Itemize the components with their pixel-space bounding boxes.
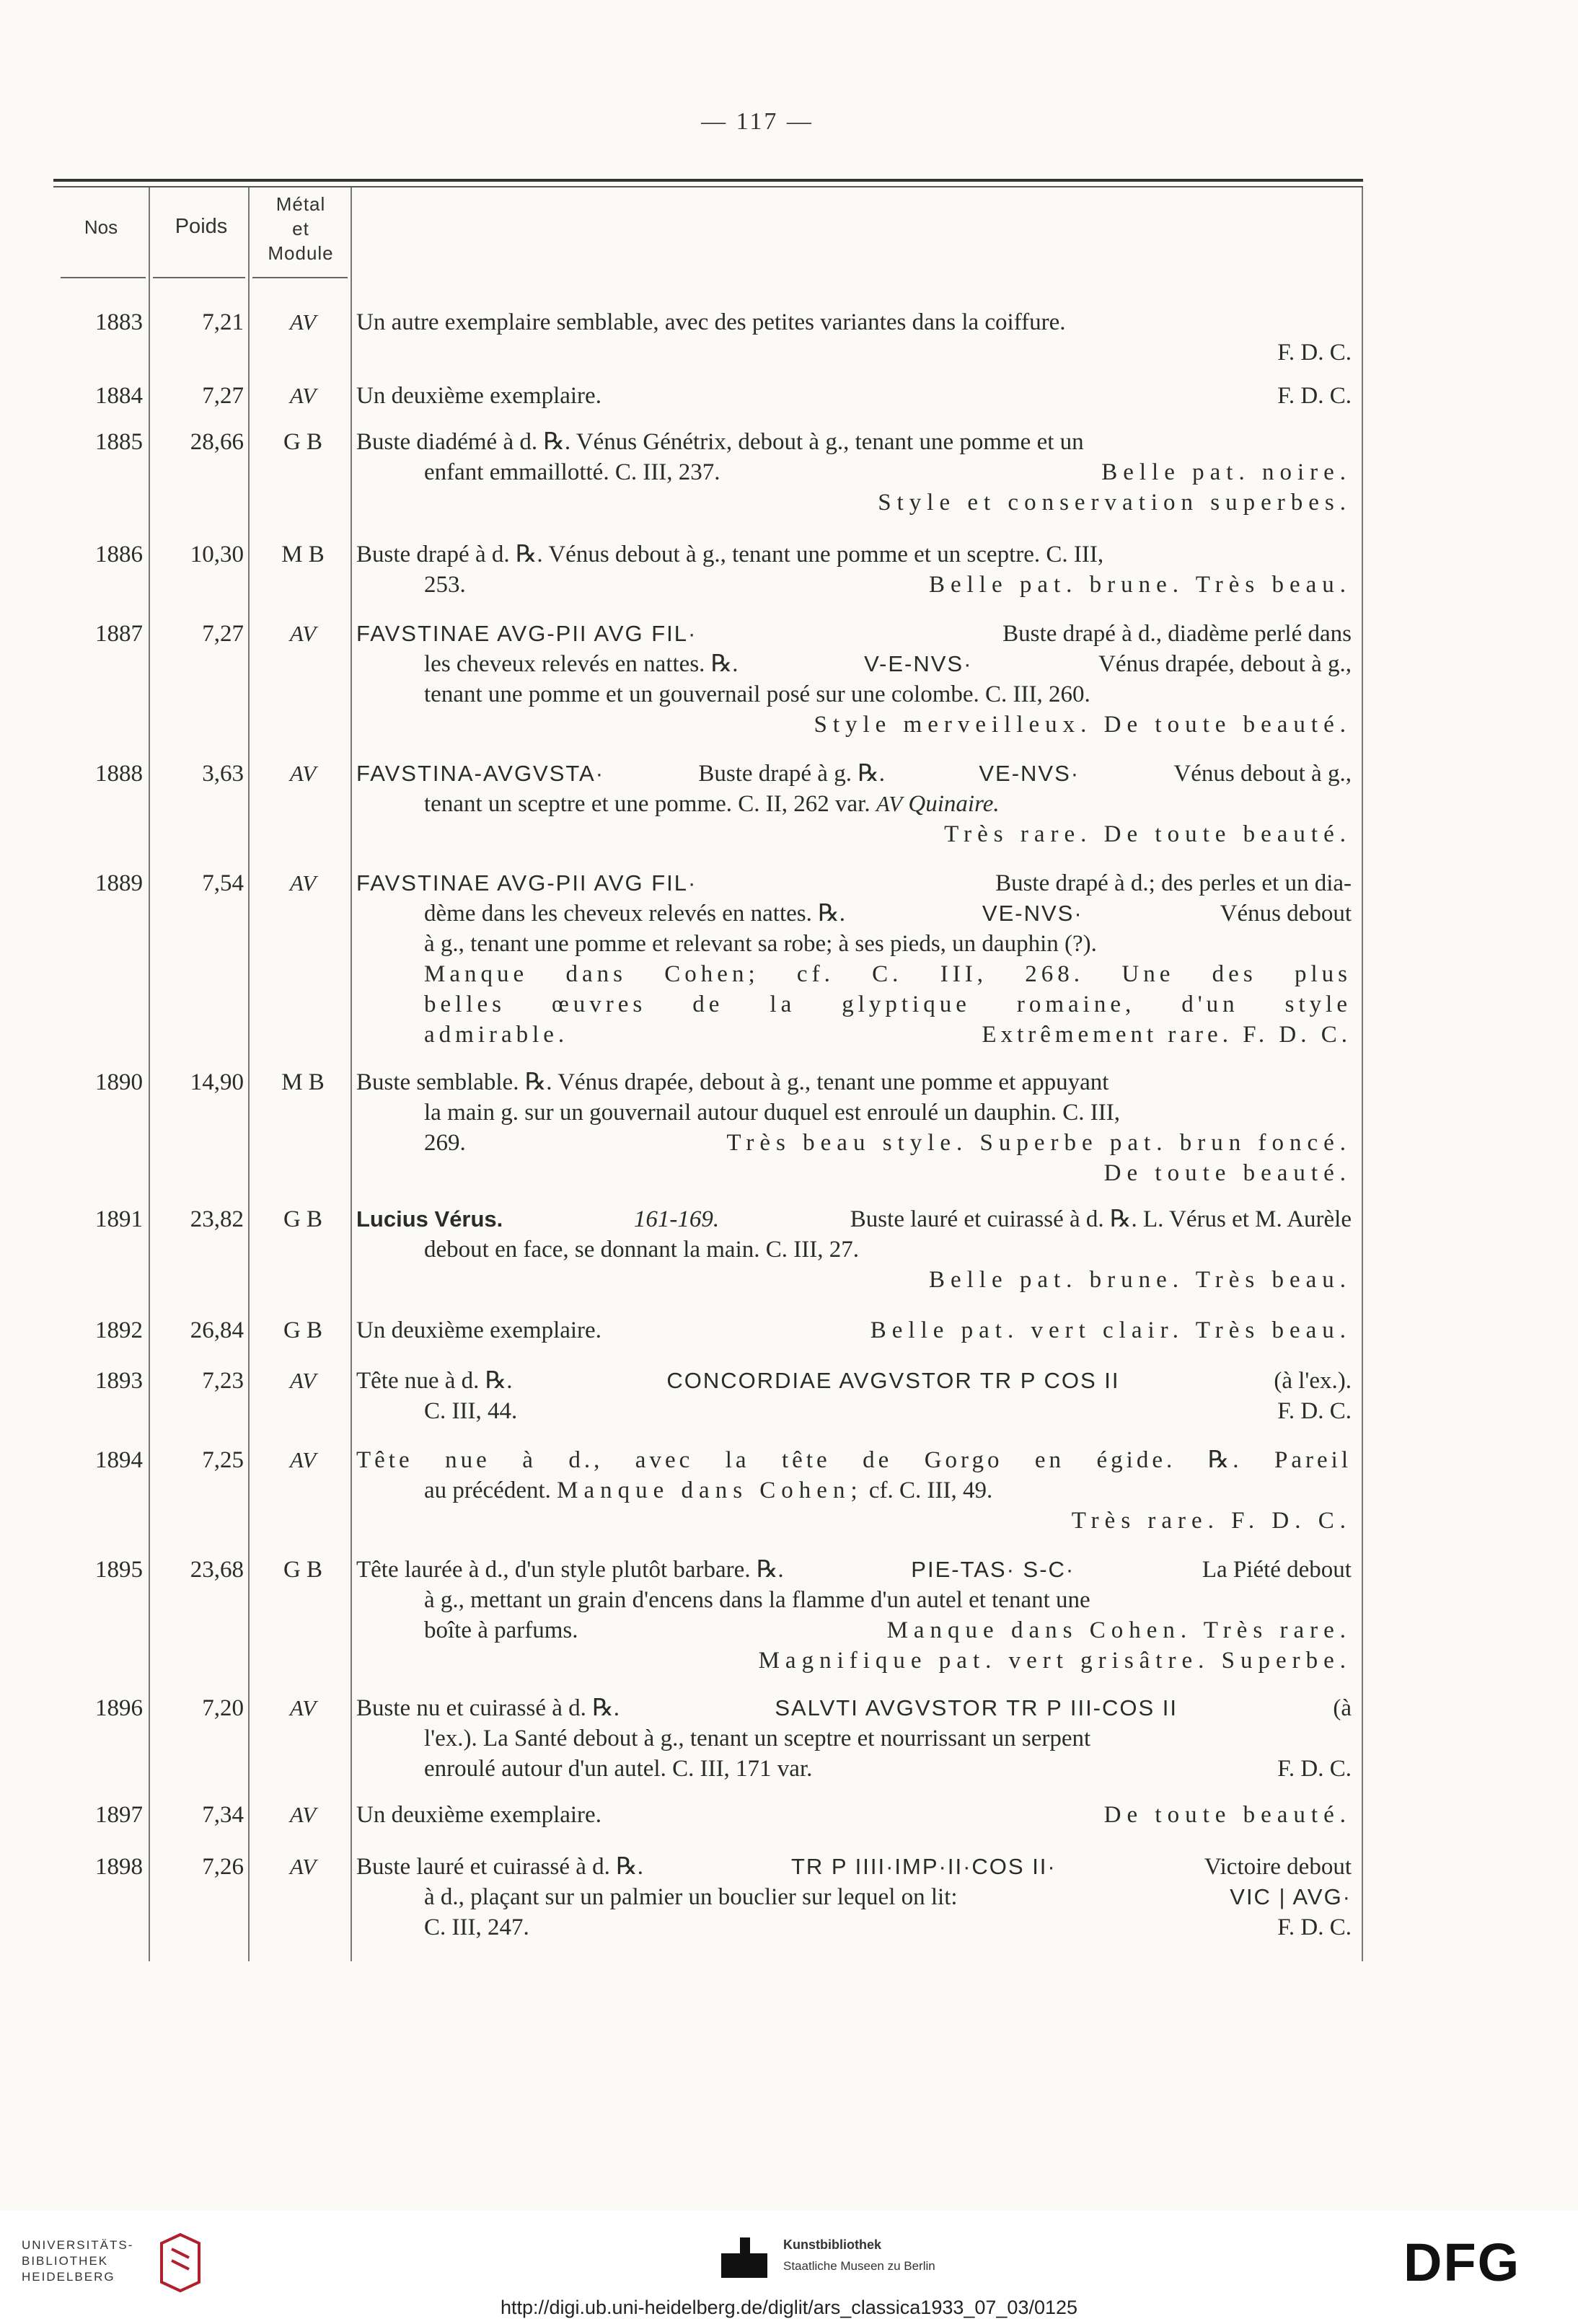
logo-text-line: UNIVERSITÄTS-: [22, 2238, 134, 2252]
emperor-name: Lucius Vérus.: [356, 1206, 503, 1232]
entry-description: [356, 1204, 1352, 1295]
description-line: [356, 649, 1352, 679]
grade-note: F. D. C.: [1277, 383, 1352, 409]
description-text: C. III, 247.: [424, 1914, 529, 1940]
description-text: Un deuxième exemplaire.: [356, 383, 601, 409]
denomination: Quinaire.: [908, 791, 1000, 817]
entry-metal: AV: [289, 761, 317, 786]
header-underline: [252, 277, 348, 278]
entry-number: 1896: [95, 1695, 143, 1721]
description-line: [356, 1020, 1352, 1050]
header-metal-line: Métal: [276, 193, 326, 215]
description-line: tenant une pomme et un gouvernail posé sur une colombe. C. III, 260.: [424, 681, 1090, 707]
coin-legend: FAVSTINAE AVG-PII AVG FIL·: [356, 870, 697, 896]
description-text: (à: [1333, 1695, 1352, 1721]
table-top-rule-inner: [53, 186, 1363, 187]
description-text: Buste drapé à d.; des perles et un dia-: [995, 870, 1352, 896]
entry-number: 1898: [95, 1854, 143, 1880]
entry-metal: M B: [281, 542, 325, 567]
description-line: Buste drapé à d. ℞. Vénus debout à g., tenant une pomme et un sceptre. C. III,: [356, 542, 1104, 567]
description-line: à g., mettant un grain d'encens dans la flamme d'un autel et tenant une: [424, 1587, 1090, 1613]
description-line: [356, 1800, 1352, 1830]
entry-number: 1897: [95, 1802, 143, 1828]
entry-number: 1891: [95, 1206, 143, 1232]
grade-note: F. D. C.: [1277, 1914, 1352, 1940]
dfg-logo: DFG: [1403, 2232, 1521, 2292]
description-text: cf. C. III, 49.: [868, 1477, 993, 1503]
grade-note: De toute beauté.: [1103, 1802, 1352, 1828]
entry-description: [356, 1852, 1352, 1943]
description-line: [356, 1882, 1352, 1912]
entry-description: [356, 1315, 1352, 1346]
university-library-name: [22, 2237, 133, 2285]
entry-number: 1883: [95, 309, 143, 335]
description-text: Manque dans Cohen;: [557, 1477, 863, 1503]
description-line: la main g. sur un gouvernail autour duquel est enroulé un dauphin. C. III,: [424, 1100, 1121, 1126]
description-text: La Piété debout: [1202, 1557, 1352, 1583]
entry-number: 1888: [95, 761, 143, 787]
entry-description: [356, 759, 1352, 849]
description-line: [356, 868, 1352, 898]
entry-weight: 7,27: [202, 621, 244, 647]
description-text: enroulé autour d'un autel. C. III, 171 var.: [424, 1756, 813, 1782]
description-line: Un autre exemplaire semblable, avec des petites variantes dans la coiffure.: [356, 309, 1066, 335]
entry-weight: 7,34: [202, 1802, 244, 1828]
entry-number: 1885: [95, 429, 143, 455]
coin-legend: VE-NVS·: [982, 901, 1083, 926]
grade-note: Style merveilleux. De toute beauté.: [814, 712, 1352, 738]
entry-metal: AV: [289, 1447, 317, 1472]
entry-description: [356, 1366, 1352, 1426]
description-text: Un deuxième exemplaire.: [356, 1802, 601, 1828]
header-underline: [61, 277, 146, 278]
description-text: Tête laurée à d., d'un style plutôt barbare. ℞.: [356, 1557, 784, 1583]
description-line: [356, 1912, 1352, 1943]
description-line: [356, 898, 1352, 929]
page-number: — 117 —: [701, 108, 814, 135]
description-text: (à l'ex.).: [1274, 1368, 1352, 1394]
description-text: Buste lauré et cuirassé à d. ℞.: [356, 1854, 643, 1880]
entry-description: [356, 539, 1352, 600]
entry-description: [356, 307, 1352, 368]
coin-legend: VIC | AVG·: [1230, 1884, 1352, 1909]
description-text: Victoire debout: [1204, 1854, 1352, 1880]
entry-metal: G B: [283, 1206, 323, 1232]
kunstbibliothek-icon: [721, 2237, 767, 2278]
grade-note: Extrêmement rare. F. D. C.: [982, 1022, 1352, 1048]
description-text: Vénus debout: [1220, 901, 1352, 927]
entry-weight: 10,30: [190, 542, 244, 567]
entry-number: 1890: [95, 1069, 143, 1095]
grade-note: Magnifique pat. vert grisâtre. Superbe.: [758, 1648, 1352, 1674]
grade-note: Manque dans Cohen. Très rare.: [886, 1617, 1352, 1643]
entry-weight: 7,27: [202, 383, 244, 409]
entry-description: [356, 1800, 1352, 1830]
column-divider-right: [1362, 187, 1363, 1961]
entry-weight: 7,26: [202, 1854, 244, 1880]
source-url[interactable]: http://digi.ub.uni-heidelberg.de/diglit/ars_classica1933_07_03/0125: [500, 2297, 1078, 2318]
kunstbibliothek-logo: [721, 2232, 952, 2282]
entry-metal: AV: [289, 1368, 317, 1393]
entry-metal: AV: [289, 309, 317, 335]
grade-note: Très rare. F. D. C.: [1071, 1508, 1352, 1534]
university-mark-icon: [149, 2232, 206, 2294]
entry-number: 1894: [95, 1447, 143, 1473]
grade-note: F. D. C.: [1277, 1398, 1352, 1424]
entry-number: 1884: [95, 383, 143, 409]
description-text: C. III, 44.: [424, 1398, 518, 1424]
description-text: tenant un sceptre et une pomme. C. II, 262 var.: [424, 791, 870, 817]
description-line: [356, 381, 1352, 411]
description-line: [356, 619, 1352, 649]
description-text: Buste drapé à d., diadème perlé dans: [1002, 621, 1352, 647]
coin-legend: FAVSTINA-AVGVSTA·: [356, 761, 605, 786]
entry-weight: 7,25: [202, 1447, 244, 1473]
description-line: [356, 570, 1352, 600]
description-text: Un deuxième exemplaire.: [356, 1317, 601, 1343]
grade-note: Très beau style. Superbe pat. brun foncé.: [726, 1130, 1352, 1156]
description-line: [356, 1204, 1352, 1234]
grade-note: Style et conservation superbes.: [878, 490, 1352, 516]
column-divider-poids: [248, 187, 250, 1961]
entry-weight: 7,20: [202, 1695, 244, 1721]
description-line: [356, 1555, 1352, 1585]
grade-note: Très rare. De toute beauté.: [944, 821, 1352, 847]
coin-legend: SALVTI AVGVSTOR TR P III-COS II: [775, 1695, 1178, 1720]
metal-marker: AV: [876, 791, 903, 816]
description-line: Tête nue à d., avec la tête de Gorgo en égide. ℞. Pareil: [356, 1447, 1352, 1473]
description-text: Buste drapé à g. ℞.: [698, 761, 886, 787]
entry-metal: G B: [283, 1317, 323, 1343]
entry-number: 1893: [95, 1368, 143, 1394]
entry-metal: AV: [289, 1802, 317, 1827]
entry-number: 1889: [95, 870, 143, 896]
description-line: [356, 1852, 1352, 1882]
description-line: [356, 1128, 1352, 1158]
entry-metal: AV: [289, 1695, 317, 1720]
reign-dates: 161-169.: [633, 1206, 720, 1232]
entry-weight: 28,66: [190, 429, 244, 455]
coin-legend: CONCORDIAE AVGVSTOR TR P COS II: [666, 1368, 1120, 1393]
grade-note: F. D. C.: [1277, 340, 1352, 366]
entry-weight: 23,68: [190, 1557, 244, 1583]
description-line: [356, 1693, 1352, 1723]
entry-description: [356, 1693, 1352, 1784]
entry-metal: AV: [289, 621, 317, 646]
entry-weight: 3,63: [202, 761, 244, 787]
logo-text-line: BIBLIOTHEK: [22, 2254, 109, 2268]
description-text: Vénus debout à g.,: [1173, 761, 1352, 787]
description-text: admirable.: [424, 1022, 569, 1048]
description-line: à g., tenant une pomme et relevant sa robe; à ses pieds, un dauphin (?).: [424, 931, 1097, 957]
entry-number: 1886: [95, 542, 143, 567]
header-underline: [153, 277, 245, 278]
table-top-rule: [53, 179, 1363, 182]
logo-text-line: HEIDELBERG: [22, 2270, 115, 2284]
entry-number: 1887: [95, 621, 143, 647]
entry-description: [356, 381, 1352, 411]
university-library-logo: [22, 2232, 195, 2297]
description-line: [356, 1615, 1352, 1645]
entry-description: [356, 1445, 1352, 1536]
description-text: au précédent.: [424, 1477, 551, 1503]
description-text: Buste lauré et cuirassé à d. ℞. L. Vérus et M. Aurèle: [850, 1206, 1352, 1232]
coin-legend: FAVSTINAE AVG-PII AVG FIL·: [356, 621, 697, 646]
header-metal-module: [250, 192, 352, 265]
entry-number: 1892: [95, 1317, 143, 1343]
coin-legend: V-E-NVS·: [864, 651, 973, 676]
grade-note: Belle pat. brune. Très beau.: [928, 572, 1352, 598]
entry-metal: AV: [289, 1854, 317, 1879]
description-line: Buste semblable. ℞. Vénus drapée, debout à g., tenant une pomme et appuyant: [356, 1069, 1109, 1095]
description-line: [356, 1315, 1352, 1346]
kunstbibliothek-subtitle: Staatliche Museen zu Berlin: [783, 2259, 935, 2273]
description-line: [356, 1754, 1352, 1784]
description-line: [356, 789, 1352, 819]
entry-weight: 14,90: [190, 1069, 244, 1095]
entry-weight: 7,23: [202, 1368, 244, 1394]
description-line: [356, 1475, 1352, 1506]
description-text: 253.: [424, 572, 466, 598]
description-text: les cheveux relevés en nattes. ℞.: [424, 651, 739, 677]
entry-metal: AV: [289, 383, 317, 408]
description-text: boîte à parfums.: [424, 1617, 578, 1643]
description-line: Buste diadémé à d. ℞. Vénus Génétrix, debout à g., tenant une pomme et un: [356, 429, 1084, 455]
entry-description: [356, 619, 1352, 740]
description-line: Manque dans Cohen; cf. C. III, 268. Une des plus: [424, 961, 1352, 987]
header-poids: Poids: [175, 215, 228, 238]
entry-metal: G B: [283, 1557, 323, 1583]
entry-description: [356, 427, 1352, 518]
description-line: l'ex.). La Santé debout à g., tenant un sceptre et nourrissant un serpent: [424, 1726, 1091, 1751]
grade-note: Belle pat. brune. Très beau.: [928, 1267, 1352, 1293]
entry-weight: 26,84: [190, 1317, 244, 1343]
entry-weight: 7,54: [202, 870, 244, 896]
entry-number: 1895: [95, 1557, 143, 1583]
header-nos: Nos: [84, 216, 118, 238]
description-text: 269.: [424, 1130, 466, 1156]
description-text: Buste nu et cuirassé à d. ℞.: [356, 1695, 620, 1721]
entry-weight: 7,21: [202, 309, 244, 335]
grade-note: De toute beauté.: [1103, 1160, 1352, 1186]
description-line: [356, 1366, 1352, 1396]
grade-note: F. D. C.: [1277, 1756, 1352, 1782]
grade-note: Belle pat. vert clair. Très beau.: [870, 1317, 1352, 1343]
catalog-table: [53, 179, 1363, 1961]
description-text: dème dans les cheveux relevés en nattes. ℞.: [424, 901, 845, 927]
coin-legend: VE-NVS·: [979, 761, 1080, 786]
entry-metal: M B: [281, 1069, 325, 1095]
description-line: belles œuvres de la glyptique romaine, d'un style: [424, 991, 1352, 1017]
entry-description: [356, 1555, 1352, 1676]
grade-note: Belle pat. noire.: [1101, 459, 1352, 485]
description-text: Tête nue à d. ℞.: [356, 1368, 513, 1394]
description-line: [356, 1396, 1352, 1426]
description-text: enfant emmaillotté. C. III, 237.: [424, 459, 720, 485]
description-line: [356, 759, 1352, 789]
coin-legend: TR P IIII·IMP·II·COS II·: [790, 1854, 1057, 1879]
entry-metal: G B: [283, 429, 323, 455]
entry-metal: AV: [289, 870, 317, 896]
description-text: Vénus drapée, debout à g.,: [1098, 651, 1352, 677]
kunstbibliothek-name: Kunstbibliothek: [783, 2237, 881, 2252]
entry-description: [356, 868, 1352, 1050]
entry-weight: 23,82: [190, 1206, 244, 1232]
digitization-footer: [0, 2210, 1578, 2324]
coin-legend: PIE-TAS· S-C·: [911, 1557, 1075, 1582]
description-line: [356, 457, 1352, 487]
description-text: à d., plaçant sur un palmier un bouclier sur lequel on lit:: [424, 1884, 958, 1910]
header-metal-line: et: [292, 218, 309, 239]
description-line: debout en face, se donnant la main. C. III, 27.: [424, 1237, 859, 1263]
entry-description: [356, 1067, 1352, 1188]
header-metal-line: Module: [268, 242, 334, 264]
